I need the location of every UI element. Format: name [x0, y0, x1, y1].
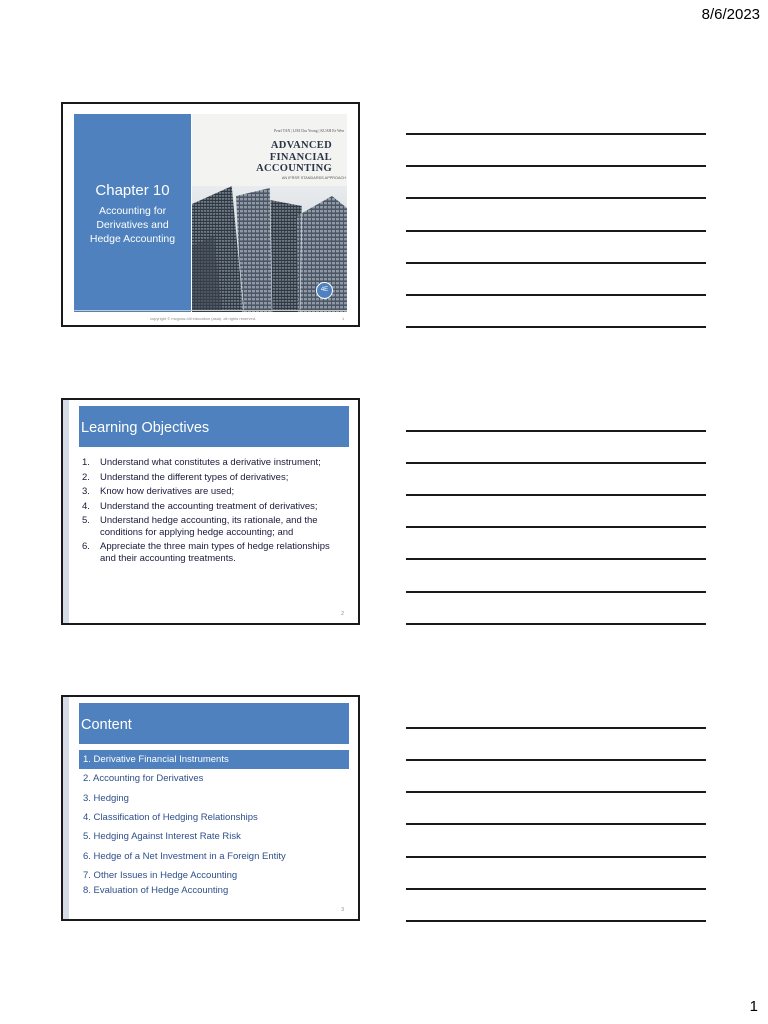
- slide-left-bar: [63, 400, 69, 623]
- toc-item[interactable]: 3. Hedging: [83, 793, 129, 804]
- book-cover: [192, 114, 347, 312]
- notes-line: [406, 326, 706, 328]
- slide-number: 3: [341, 907, 344, 913]
- item-text: Appreciate the three main types of hedge relationships and their accounting treatments.: [100, 541, 330, 564]
- notes-line: [406, 430, 706, 432]
- notes-line: [406, 888, 706, 890]
- item-text: Understand what constitutes a derivative instrument;: [100, 457, 321, 468]
- page-number: 1: [749, 998, 758, 1015]
- notes-line: [406, 197, 706, 199]
- notes-line: [406, 558, 706, 560]
- list-item: [82, 486, 344, 498]
- item-number: 2.: [82, 471, 90, 483]
- item-number: 6.: [82, 541, 90, 552]
- slide-number: 2: [341, 611, 344, 617]
- item-text: Understand hedge accounting, its rationale, and the conditions for applying hedge accounting; and: [100, 515, 318, 538]
- notes-line: [406, 591, 706, 593]
- slide-title: Content: [79, 703, 349, 744]
- learning-objectives-list: [82, 457, 344, 567]
- notes-line: [406, 462, 706, 464]
- list-item: [82, 515, 344, 538]
- list-item: [82, 472, 344, 484]
- item-text: Understand the accounting treatment of derivatives;: [100, 500, 318, 512]
- book-title-line: ACCOUNTING: [256, 163, 332, 174]
- notes-line: [406, 920, 706, 922]
- book-title: [222, 140, 332, 175]
- book-tagline: AN IFRS® STANDARDS APPROACH: [281, 176, 346, 180]
- copyright-notice: copyright © mcgraw-hill education (asia). all rights reserved.: [149, 316, 257, 321]
- notes-line: [406, 856, 706, 858]
- book-title-line: FINANCIAL: [269, 151, 332, 163]
- list-item: [82, 457, 344, 469]
- notes-line: [406, 727, 706, 729]
- chapter-subtitle: Accounting for Derivatives and Hedge Accounting: [89, 205, 176, 245]
- notes-line: [406, 791, 706, 793]
- toc-item[interactable]: 2. Accounting for Derivatives: [83, 773, 204, 784]
- toc-item[interactable]: 4. Classification of Hedging Relationships: [83, 812, 258, 823]
- toc-item[interactable]: 6. Hedge of a Net Investment in a Foreign Entity: [83, 851, 286, 862]
- item-text: Know how derivatives are used;: [100, 486, 235, 497]
- toc-item-active[interactable]: 1. Derivative Financial Instruments: [79, 750, 349, 769]
- item-number: 5.: [82, 515, 90, 526]
- item-number: 4.: [82, 500, 90, 512]
- notes-line: [406, 230, 706, 232]
- toc-item[interactable]: 8. Evaluation of Hedge Accounting: [83, 885, 229, 896]
- notes-line: [406, 165, 706, 167]
- book-authors: Pearl TAN | LIM Chu Yeong | KUAH Ee Wen: [274, 129, 344, 133]
- list-item: [82, 501, 344, 513]
- edition-badge: 4E: [316, 282, 333, 299]
- print-date: 8/6/2023: [701, 6, 760, 23]
- slide-divider: [74, 310, 347, 311]
- notes-line: [406, 823, 706, 825]
- slide-title: Learning Objectives: [79, 406, 349, 447]
- notes-line: [406, 623, 706, 625]
- list-item: [82, 541, 344, 564]
- item-text: Understand the different types of derivatives;: [100, 471, 289, 483]
- item-number: 3.: [82, 486, 90, 497]
- chapter-title: Chapter 10: [95, 182, 170, 199]
- notes-line: [406, 759, 706, 761]
- notes-line: [406, 526, 706, 528]
- slide-3-thumbnail: [61, 695, 360, 921]
- notes-line: [406, 262, 706, 264]
- notes-line: [406, 494, 706, 496]
- slide-left-bar: [63, 697, 69, 919]
- title-panel: [74, 114, 191, 312]
- slide-1-thumbnail: [61, 102, 360, 327]
- toc-item[interactable]: 5. Hedging Against Interest Rate Risk: [83, 831, 241, 842]
- item-number: 1.: [82, 457, 90, 468]
- slide-2-thumbnail: [61, 398, 360, 625]
- notes-line: [406, 133, 706, 135]
- toc-item[interactable]: 7. Other Issues in Hedge Accounting: [83, 870, 238, 881]
- book-title-line: ADVANCED: [270, 140, 332, 151]
- notes-line: [406, 294, 706, 296]
- slide-number: 1: [342, 316, 345, 321]
